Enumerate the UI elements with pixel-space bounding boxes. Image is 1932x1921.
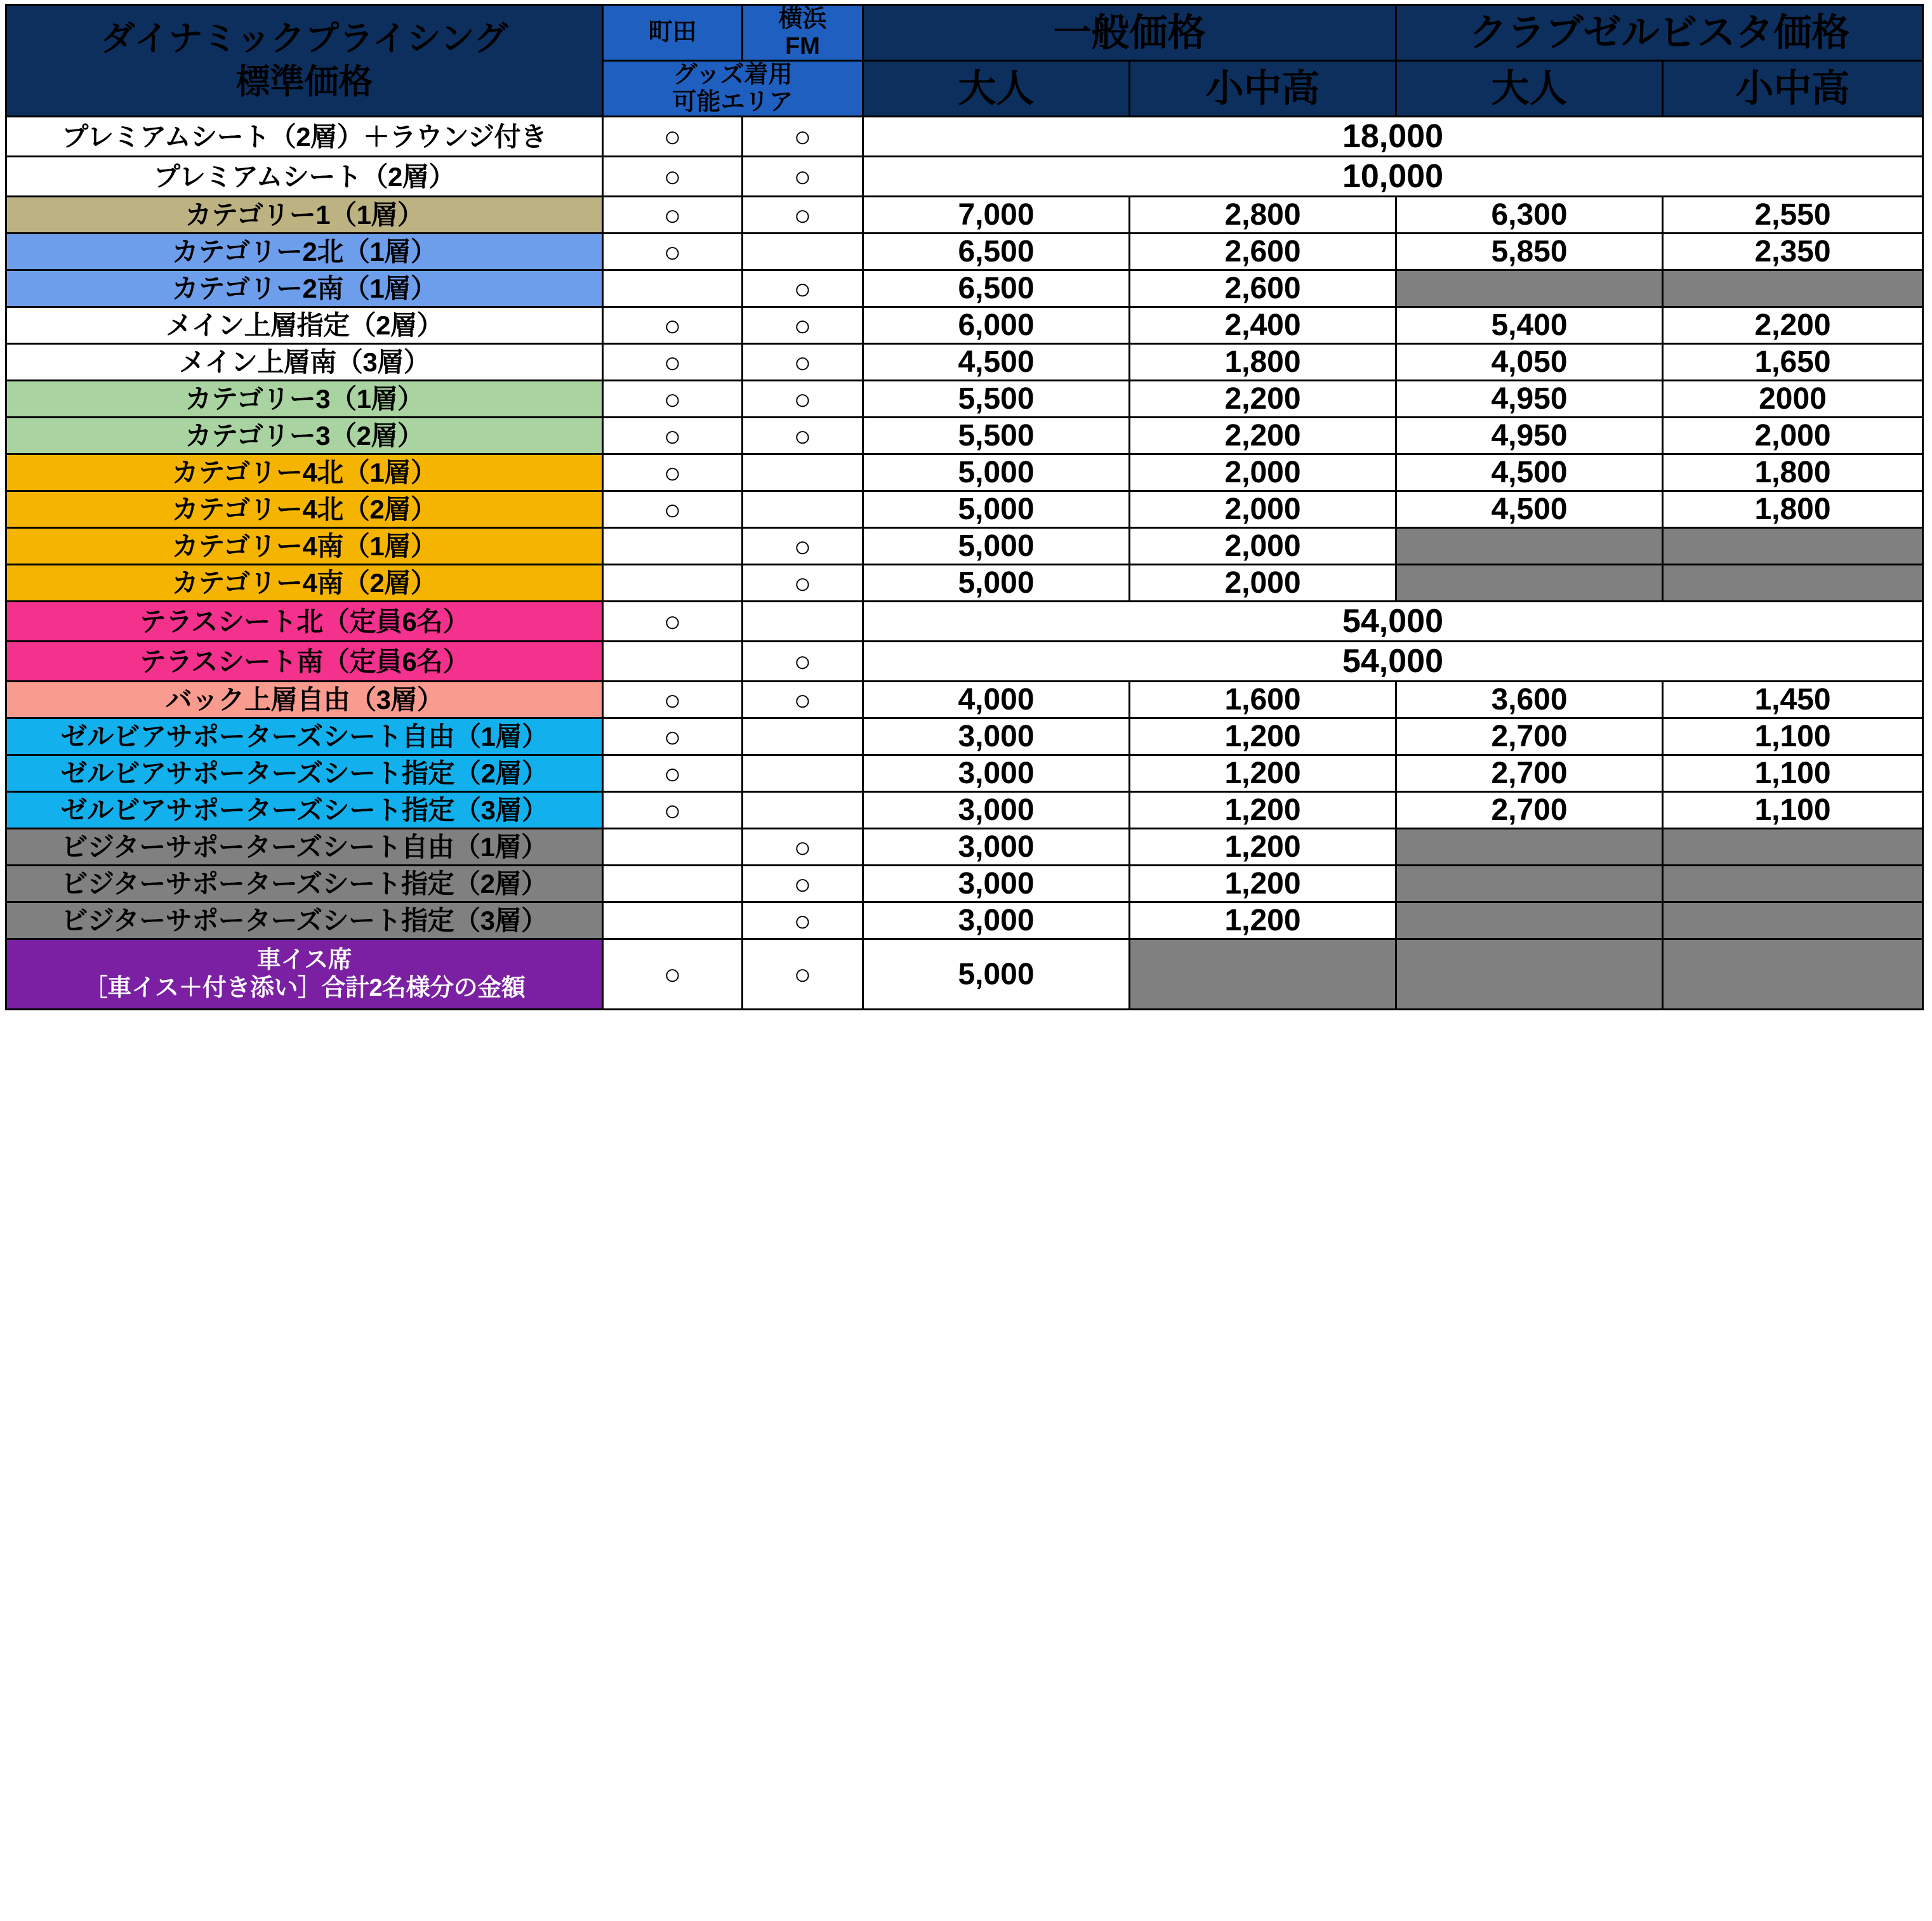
club-student-price-cell: 2,350 [1663, 234, 1923, 270]
seat-name-cell: プレミアムシート（2層） [6, 157, 603, 197]
general-adult-price-cell: 3,000 [863, 718, 1130, 755]
table-row [6, 792, 1923, 829]
general-adult-price-cell: 5,000 [863, 939, 1130, 1010]
yokohama-mark-cell: ○ [743, 682, 863, 718]
general-adult-price-cell: 5,000 [863, 528, 1130, 565]
seat-name-cell: バック上層自由（3層） [6, 682, 603, 718]
table-row [6, 307, 1923, 344]
machida-mark-cell: ○ [603, 117, 743, 157]
header-yokohama-line2: FM [785, 32, 820, 60]
yokohama-mark-cell: ○ [743, 642, 863, 682]
machida-mark-cell [603, 270, 743, 307]
machida-mark-cell: ○ [603, 157, 743, 197]
club-adult-price-cell: 4,500 [1396, 491, 1663, 528]
club-student-price-cell: 1,800 [1663, 491, 1923, 528]
general-adult-price-cell: 5,500 [863, 381, 1130, 418]
machida-mark-cell: ○ [603, 234, 743, 270]
club-student-price-cell [1663, 565, 1923, 602]
machida-mark-cell: ○ [603, 307, 743, 344]
machida-mark-cell [603, 902, 743, 939]
yokohama-mark-cell: ○ [743, 117, 863, 157]
general-student-price-cell: 2,000 [1130, 528, 1396, 565]
general-student-price-cell: 2,000 [1130, 491, 1396, 528]
header-club-price: クラブゼルビスタ価格 [1396, 5, 1923, 61]
club-student-price-cell [1663, 270, 1923, 307]
table-row [6, 829, 1923, 866]
table-row [6, 939, 1923, 1010]
club-student-price-cell: 1,450 [1663, 682, 1923, 718]
yokohama-mark-cell: ○ [743, 939, 863, 1010]
machida-mark-cell: ○ [603, 418, 743, 454]
table-row [6, 491, 1923, 528]
table-row [6, 565, 1923, 602]
machida-mark-cell: ○ [603, 381, 743, 418]
seat-name-cell: カテゴリー1（1層） [6, 197, 603, 234]
table-row [6, 157, 1923, 197]
table-header [6, 5, 1923, 117]
header-row-1 [6, 5, 1923, 61]
seat-name-cell: カテゴリー4南（1層） [6, 528, 603, 565]
machida-mark-cell [603, 642, 743, 682]
club-student-price-cell: 2,200 [1663, 307, 1923, 344]
table-title [6, 5, 603, 117]
machida-mark-cell [603, 866, 743, 902]
table-row [6, 866, 1923, 902]
table-row [6, 454, 1923, 491]
general-adult-price-cell: 4,500 [863, 344, 1130, 381]
general-adult-price-cell: 7,000 [863, 197, 1130, 234]
span-price-cell: 18,000 [863, 117, 1923, 157]
table-row [6, 418, 1923, 454]
club-student-price-cell [1663, 902, 1923, 939]
general-adult-price-cell: 3,000 [863, 866, 1130, 902]
dynamic-pricing-table [5, 4, 1924, 1010]
general-student-price-cell: 1,200 [1130, 866, 1396, 902]
club-student-price-cell [1663, 866, 1923, 902]
header-club-student: 小中高 [1663, 61, 1923, 117]
table-row [6, 197, 1923, 234]
yokohama-mark-cell: ○ [743, 197, 863, 234]
seat-name-cell: メイン上層指定（2層） [6, 307, 603, 344]
club-adult-price-cell [1396, 565, 1663, 602]
club-student-price-cell [1663, 829, 1923, 866]
table-row [6, 602, 1923, 642]
seat-name-cell: メイン上層南（3層） [6, 344, 603, 381]
club-adult-price-cell [1396, 270, 1663, 307]
yokohama-mark-cell: ○ [743, 418, 863, 454]
yokohama-mark-cell: ○ [743, 829, 863, 866]
table-row [6, 642, 1923, 682]
general-student-price-cell: 2,600 [1130, 234, 1396, 270]
table-row [6, 344, 1923, 381]
header-goods-area-line2: 可能エリア [672, 88, 793, 116]
general-adult-price-cell: 4,000 [863, 682, 1130, 718]
table-row [6, 381, 1923, 418]
general-adult-price-cell: 6,000 [863, 307, 1130, 344]
machida-mark-cell: ○ [603, 939, 743, 1010]
machida-mark-cell: ○ [603, 718, 743, 755]
machida-mark-cell: ○ [603, 454, 743, 491]
yokohama-mark-cell: ○ [743, 565, 863, 602]
general-student-price-cell: 2,200 [1130, 381, 1396, 418]
yokohama-mark-cell: ○ [743, 270, 863, 307]
general-adult-price-cell: 3,000 [863, 829, 1130, 866]
general-adult-price-cell: 5,500 [863, 418, 1130, 454]
yokohama-mark-cell: ○ [743, 866, 863, 902]
seat-name-cell: ゼルビアサポーターズシート指定（2層） [6, 755, 603, 792]
seat-name-cell: カテゴリー2南（1層） [6, 270, 603, 307]
general-adult-price-cell: 3,000 [863, 755, 1130, 792]
table-row [6, 682, 1923, 718]
general-adult-price-cell: 6,500 [863, 270, 1130, 307]
seat-name-cell: カテゴリー4南（2層） [6, 565, 603, 602]
machida-mark-cell: ○ [603, 491, 743, 528]
machida-mark-cell: ○ [603, 755, 743, 792]
seat-name-cell: ビジターサポーターズシート指定（3層） [6, 902, 603, 939]
machida-mark-cell: ○ [603, 197, 743, 234]
club-adult-price-cell: 5,400 [1396, 307, 1663, 344]
table-row [6, 528, 1923, 565]
club-adult-price-cell [1396, 939, 1663, 1010]
club-adult-price-cell: 2,700 [1396, 718, 1663, 755]
club-student-price-cell: 2,550 [1663, 197, 1923, 234]
general-student-price-cell [1130, 939, 1396, 1010]
yokohama-mark-cell [743, 491, 863, 528]
general-student-price-cell: 1,600 [1130, 682, 1396, 718]
general-adult-price-cell: 5,000 [863, 565, 1130, 602]
club-adult-price-cell [1396, 902, 1663, 939]
table-title-line2: 標準価格 [235, 62, 373, 101]
general-student-price-cell: 1,200 [1130, 902, 1396, 939]
table-row [6, 718, 1923, 755]
table-title-line1: ダイナミックプライシング [100, 20, 508, 58]
general-student-price-cell: 2,000 [1130, 565, 1396, 602]
machida-mark-cell: ○ [603, 682, 743, 718]
yokohama-mark-cell [743, 718, 863, 755]
general-student-price-cell: 2,000 [1130, 454, 1396, 491]
club-student-price-cell: 1,650 [1663, 344, 1923, 381]
seat-name-cell: ビジターサポーターズシート指定（2層） [6, 866, 603, 902]
club-adult-price-cell [1396, 829, 1663, 866]
club-adult-price-cell: 6,300 [1396, 197, 1663, 234]
club-adult-price-cell [1396, 866, 1663, 902]
span-price-cell: 54,000 [863, 642, 1923, 682]
club-student-price-cell: 1,100 [1663, 718, 1923, 755]
yokohama-mark-cell: ○ [743, 157, 863, 197]
general-student-price-cell: 1,200 [1130, 792, 1396, 829]
table-row [6, 117, 1923, 157]
header-goods-area [603, 61, 863, 117]
seat-name-cell: テラスシート北（定員6名） [6, 602, 603, 642]
club-student-price-cell: 2000 [1663, 381, 1923, 418]
header-yokohama-line1: 横浜 [778, 6, 827, 32]
general-student-price-cell: 2,400 [1130, 307, 1396, 344]
club-adult-price-cell: 4,950 [1396, 418, 1663, 454]
club-adult-price-cell: 5,850 [1396, 234, 1663, 270]
club-adult-price-cell [1396, 528, 1663, 565]
table-row [6, 755, 1923, 792]
table-body [6, 117, 1923, 1010]
header-goods-area-line1: グッズ着用 [673, 62, 793, 89]
yokohama-mark-cell: ○ [743, 381, 863, 418]
seat-name-line1: 車イス席 [256, 947, 352, 974]
seat-name-cell: カテゴリー4北（2層） [6, 491, 603, 528]
general-adult-price-cell: 6,500 [863, 234, 1130, 270]
club-student-price-cell [1663, 939, 1923, 1010]
header-general-adult: 大人 [863, 61, 1130, 117]
machida-mark-cell [603, 829, 743, 866]
yokohama-mark-cell: ○ [743, 528, 863, 565]
yokohama-mark-cell [743, 234, 863, 270]
general-adult-price-cell: 3,000 [863, 902, 1130, 939]
seat-name-cell: テラスシート南（定員6名） [6, 642, 603, 682]
club-adult-price-cell: 2,700 [1396, 755, 1663, 792]
club-adult-price-cell: 2,700 [1396, 792, 1663, 829]
club-adult-price-cell: 4,050 [1396, 344, 1663, 381]
general-student-price-cell: 2,600 [1130, 270, 1396, 307]
machida-mark-cell [603, 528, 743, 565]
machida-mark-cell: ○ [603, 792, 743, 829]
club-student-price-cell: 1,100 [1663, 792, 1923, 829]
seat-name-cell: カテゴリー3（1層） [6, 381, 603, 418]
general-adult-price-cell: 5,000 [863, 491, 1130, 528]
yokohama-mark-cell [743, 602, 863, 642]
machida-mark-cell [603, 565, 743, 602]
seat-name-cell: カテゴリー4北（1層） [6, 454, 603, 491]
header-club-adult: 大人 [1396, 61, 1663, 117]
yokohama-mark-cell [743, 755, 863, 792]
header-general-student: 小中高 [1130, 61, 1396, 117]
header-general-price: 一般価格 [863, 5, 1396, 61]
yokohama-mark-cell: ○ [743, 307, 863, 344]
general-student-price-cell: 1,200 [1130, 755, 1396, 792]
yokohama-mark-cell: ○ [743, 902, 863, 939]
machida-mark-cell: ○ [603, 602, 743, 642]
table-row [6, 902, 1923, 939]
span-price-cell: 54,000 [863, 602, 1923, 642]
general-student-price-cell: 1,200 [1130, 829, 1396, 866]
yokohama-mark-cell [743, 454, 863, 491]
club-student-price-cell: 1,100 [1663, 755, 1923, 792]
seat-name-cell: ゼルビアサポーターズシート自由（1層） [6, 718, 603, 755]
club-adult-price-cell: 3,600 [1396, 682, 1663, 718]
club-adult-price-cell: 4,950 [1396, 381, 1663, 418]
table-row [6, 234, 1923, 270]
general-student-price-cell: 2,200 [1130, 418, 1396, 454]
seat-name-line2: ［車イス＋付き添い］合計2名様分の金額 [83, 975, 526, 1002]
seat-name-cell [6, 939, 603, 1010]
seat-name-cell: ゼルビアサポーターズシート指定（3層） [6, 792, 603, 829]
span-price-cell: 10,000 [863, 157, 1923, 197]
yokohama-mark-cell [743, 792, 863, 829]
general-student-price-cell: 2,800 [1130, 197, 1396, 234]
seat-name-cell: プレミアムシート（2層）＋ラウンジ付き [6, 117, 603, 157]
club-student-price-cell [1663, 528, 1923, 565]
header-yokohama-fm [743, 5, 863, 61]
yokohama-mark-cell: ○ [743, 344, 863, 381]
general-adult-price-cell: 3,000 [863, 792, 1130, 829]
general-student-price-cell: 1,800 [1130, 344, 1396, 381]
general-student-price-cell: 1,200 [1130, 718, 1396, 755]
general-adult-price-cell: 5,000 [863, 454, 1130, 491]
header-machida: 町田 [603, 5, 743, 61]
seat-name-cell: カテゴリー3（2層） [6, 418, 603, 454]
machida-mark-cell: ○ [603, 344, 743, 381]
club-student-price-cell: 2,000 [1663, 418, 1923, 454]
seat-name-cell: ビジターサポーターズシート自由（1層） [6, 829, 603, 866]
club-adult-price-cell: 4,500 [1396, 454, 1663, 491]
club-student-price-cell: 1,800 [1663, 454, 1923, 491]
seat-name-cell: カテゴリー2北（1層） [6, 234, 603, 270]
table-row [6, 270, 1923, 307]
